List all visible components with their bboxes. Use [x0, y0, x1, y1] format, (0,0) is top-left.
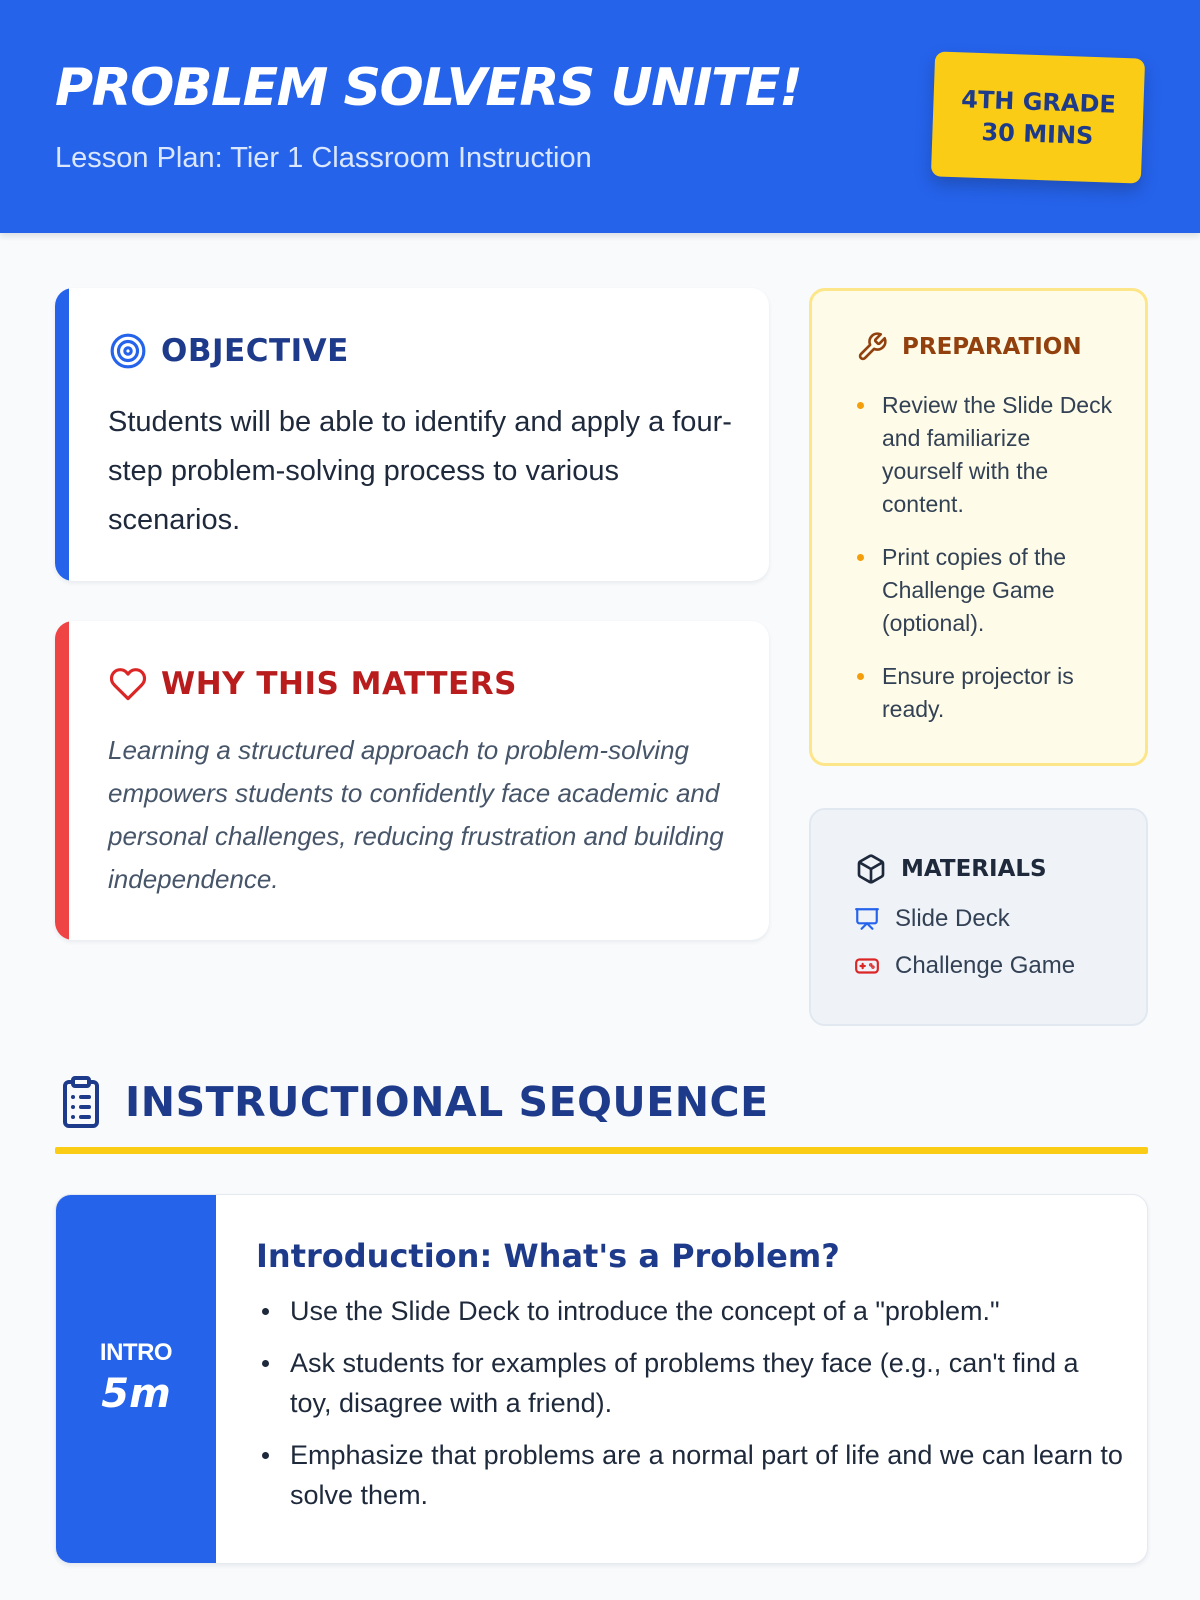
why-card [55, 621, 769, 940]
preparation-item-text: Ensure projector is ready. [882, 663, 1074, 722]
step-minutes: 5m [101, 1371, 171, 1417]
material-item-slide-deck[interactable] [853, 905, 1010, 933]
step-bullet-text: Use the Slide Deck to introduce the concept of a "problem." [290, 1296, 1000, 1326]
why-text: Learning a structured approach to problem-solving empowers students to confidently face academic and personal challenges, reducing frustration and building independence. [108, 735, 724, 894]
why-header [108, 664, 517, 704]
section-divider [55, 1147, 1148, 1154]
grade-duration-badge [931, 51, 1145, 183]
preparation-item-text: Review the Slide Deck and familiarize yourself with the content. [882, 392, 1113, 517]
objective-card [55, 288, 769, 581]
materials-header [853, 851, 1047, 887]
target-icon [108, 331, 148, 371]
clipboard-list-icon [55, 1073, 107, 1131]
step-bullet [256, 1435, 1126, 1515]
bullet-dot [857, 673, 864, 680]
step-bullet-text: Ask students for examples of problems they face (e.g., can't find a toy, disagree with a friend). [290, 1348, 1079, 1418]
materials-card [809, 808, 1148, 1026]
preparation-header [854, 329, 1082, 365]
heart-icon [108, 664, 148, 704]
preparation-item [854, 389, 1114, 521]
step-time-block [56, 1195, 216, 1563]
instructional-sequence-heading [55, 1073, 769, 1131]
wrench-icon [854, 329, 890, 365]
box-icon [853, 851, 889, 887]
sequence-step-intro [55, 1194, 1148, 1564]
step-bullet-text: Emphasize that problems are a normal part of life and we can learn to solve them. [290, 1440, 1123, 1510]
preparation-item [854, 660, 1114, 726]
presentation-icon [853, 905, 881, 933]
section-title-text: INSTRUCTIONAL SEQUENCE [125, 1078, 769, 1126]
objective-text: Students will be able to identify and apply a four-step problem-solving process to various scenarios. [108, 406, 732, 536]
step-body [256, 1233, 1126, 1527]
material-item-challenge-game[interactable] [853, 952, 1075, 980]
materials-heading: MATERIALS [901, 856, 1047, 882]
step-phase-label: INTRO [99, 1339, 173, 1366]
preparation-list [854, 389, 1114, 746]
step-title: Introduction: What's a Problem? [256, 1237, 840, 1275]
gamepad-icon [853, 952, 881, 980]
why-heading: WHY THIS MATTERS [161, 666, 517, 702]
material-label: Challenge Game [895, 952, 1076, 979]
material-label: Slide Deck [895, 905, 1010, 932]
grade-label: 4TH GRADE [960, 84, 1117, 119]
preparation-heading: PREPARATION [902, 334, 1082, 360]
lesson-subtitle: Lesson Plan: Tier 1 Classroom Instruction [55, 142, 592, 174]
why-accent-bar [55, 621, 69, 940]
lesson-header [0, 0, 1200, 233]
preparation-item [854, 541, 1114, 640]
bullet-dot [262, 1360, 269, 1367]
step-bullet [256, 1291, 1126, 1331]
objective-header [108, 331, 349, 371]
bullet-dot [262, 1308, 269, 1315]
bullet-dot [857, 554, 864, 561]
objective-accent-bar [55, 288, 69, 581]
duration-label: 30 MINS [981, 117, 1094, 150]
bullet-dot [262, 1452, 269, 1459]
preparation-card [809, 288, 1148, 766]
step-bullet-list [256, 1291, 1126, 1515]
objective-heading: OBJECTIVE [161, 333, 349, 369]
bullet-dot [857, 402, 864, 409]
preparation-item-text: Print copies of the Challenge Game (optional). [882, 544, 1067, 636]
lesson-title: PROBLEM SOLVERS UNITE! [55, 58, 802, 118]
step-bullet [256, 1343, 1126, 1423]
